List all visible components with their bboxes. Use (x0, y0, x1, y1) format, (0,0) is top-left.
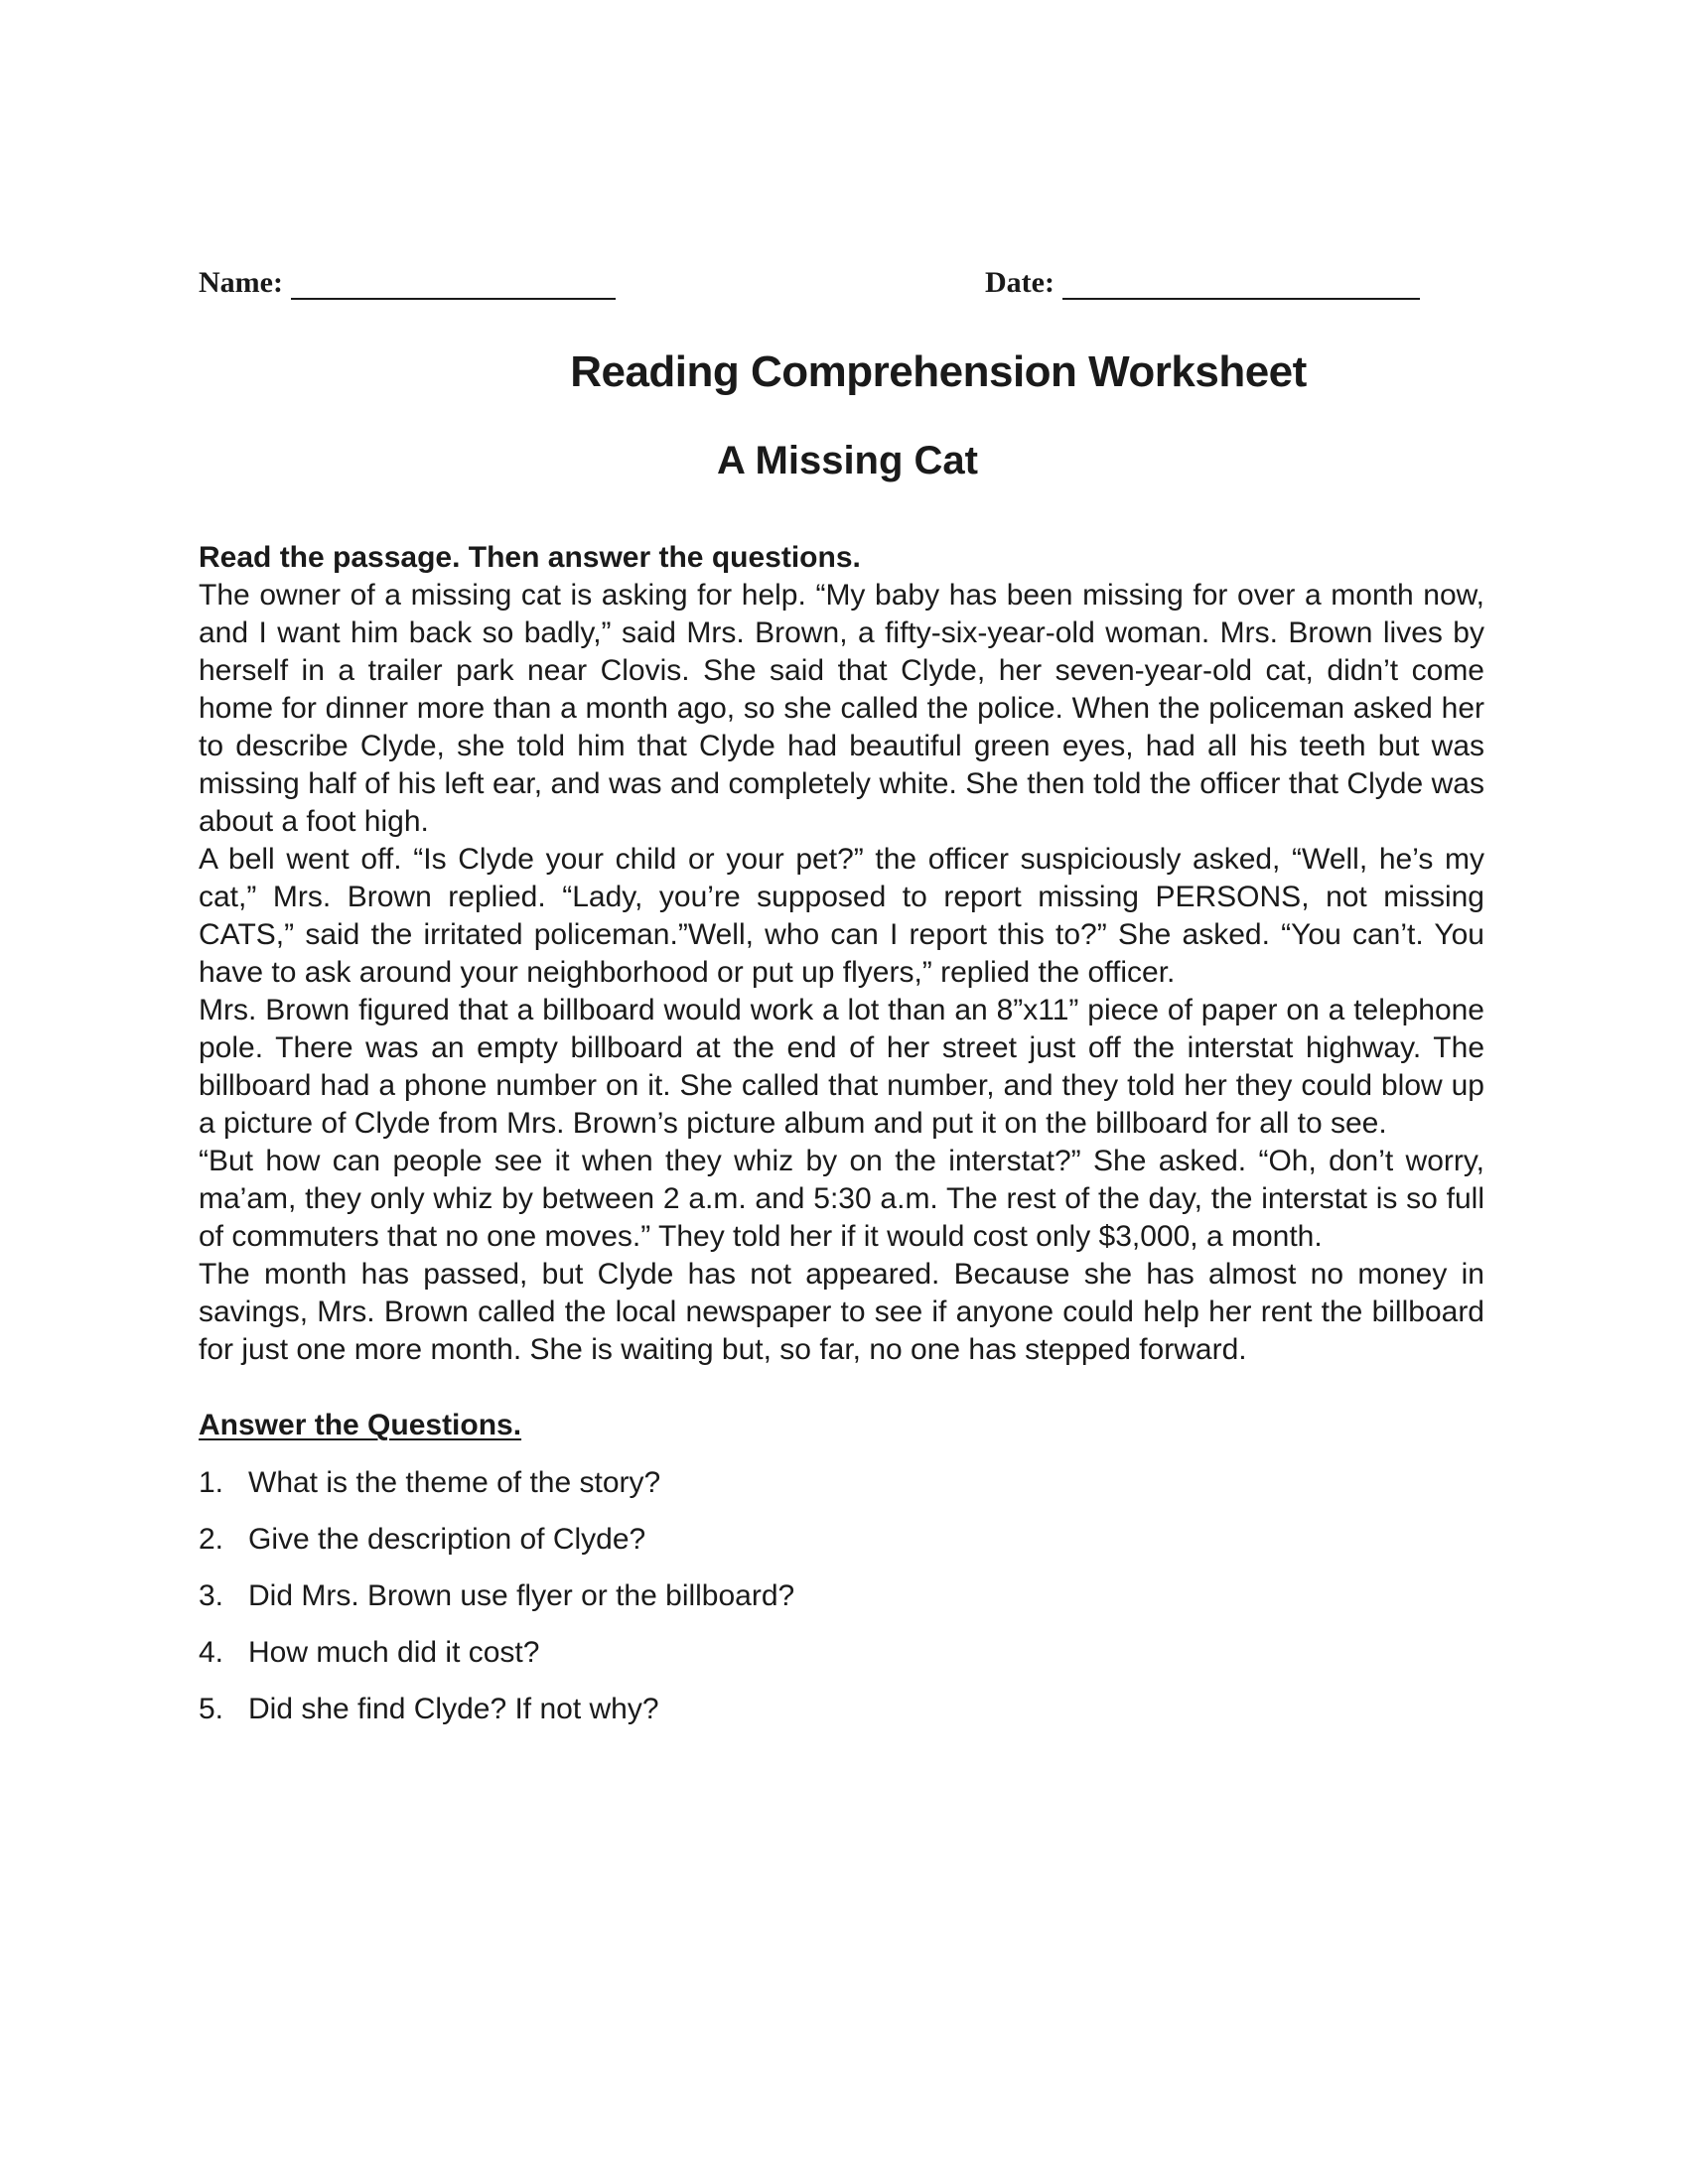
story-title-wrap (0, 439, 1688, 483)
question-item (199, 1568, 1484, 1624)
question-text: Did Mrs. Brown use flyer or the billboard? (248, 1578, 795, 1612)
answer-heading: Answer the Questions. (199, 1409, 522, 1441)
question-item (199, 1624, 1484, 1681)
worksheet-content (199, 539, 1484, 1737)
passage-paragraph: “But how can people see it when they whiz by on the interstat?” She asked. “Oh, don’t worry, ma’am, they only whiz by between 2 a.m. and 5:30 a.m. The rest of the day, the interstat is so full of commuters that no one moves.” They told her if it would cost only $3,000, a month. (199, 1145, 1484, 1253)
question-item (199, 1511, 1484, 1568)
question-number: 1. (199, 1465, 224, 1499)
name-blank-line[interactable] (291, 268, 616, 300)
question-item (199, 1681, 1484, 1737)
page-title: Reading Comprehension Worksheet (570, 347, 1307, 396)
instructions: Read the passage. Then answer the questions. (199, 541, 861, 574)
date-label: Date: (985, 266, 1055, 299)
question-item (199, 1454, 1484, 1511)
question-text: Give the description of Clyde? (248, 1522, 646, 1556)
question-number: 2. (199, 1522, 224, 1556)
date-blank-line[interactable] (1062, 268, 1420, 300)
question-number: 3. (199, 1578, 224, 1612)
question-text: How much did it cost? (248, 1635, 540, 1669)
question-number: 4. (199, 1635, 224, 1669)
question-text: What is the theme of the story? (248, 1465, 661, 1499)
header-fields (199, 266, 1489, 316)
passage-paragraph: The owner of a missing cat is asking for help. “My baby has been missing for over a month now, and I want him back so badly,” said Mrs. Brown, a fifty-six-year-old woman. Mrs. Brown lives by herself in a trailer park near Clovis. She said that Clyde, her seven-year-old cat, didn’t come home for dinner more than a month ago, so she called the police. When the policeman asked her to describe Clyde, she told him that Clyde had beautiful green eyes, had all his teeth but was missing half of his left ear, and was and completely white. She then told the officer that Clyde was about a foot high. (199, 579, 1484, 838)
name-label: Name: (199, 266, 283, 299)
question-list (199, 1454, 1484, 1737)
passage-paragraph: The month has passed, but Clyde has not appeared. Because she has almost no money in savings, Mrs. Brown called the local newspaper to see if anyone could help her rent the billboard for just one more month. She is waiting but, so far, no one has stepped forward. (199, 1258, 1484, 1366)
page-title-wrap (0, 347, 1688, 397)
passage-paragraph: A bell went off. “Is Clyde your child or your pet?” the officer suspiciously asked, “Well, he’s my cat,” Mrs. Brown replied. “Lady, you’re supposed to report missing PERSONS, not missing CATS,” said the irritated policeman.”Well, who can I report this to?” She asked. “You can’t. You have to ask around your neighborhood or put up flyers,” replied the officer. (199, 843, 1484, 989)
date-field[interactable] (985, 266, 1420, 300)
question-number: 5. (199, 1692, 224, 1725)
passage-paragraph: Mrs. Brown figured that a billboard would work a lot than an 8”x11” piece of paper on a telephone pole. There was an empty billboard at the end of her street just off the interstat highway. The billboard had a phone number on it. She called that number, and they told her they could blow up a picture of Clyde from Mrs. Brown’s picture album and put it on the billboard for all to see. (199, 994, 1484, 1140)
name-field[interactable] (199, 266, 616, 300)
story-title: A Missing Cat (717, 439, 978, 482)
question-text: Did she find Clyde? If not why? (248, 1692, 659, 1725)
